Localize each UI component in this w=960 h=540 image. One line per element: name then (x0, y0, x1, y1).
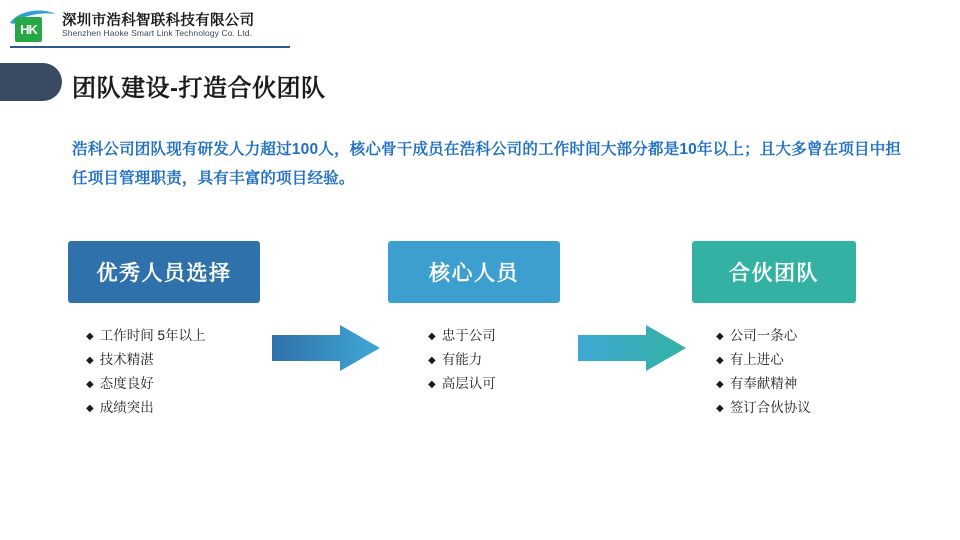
list-item-label: 态度良好 (99, 376, 154, 392)
list-item-label: 有上进心 (729, 352, 784, 368)
stage-heading-label-1: 优秀人员选择 (96, 262, 232, 285)
stage-heading-box-1 (68, 241, 260, 303)
diamond-bullet-icon: ◆ (716, 330, 724, 342)
stage-heading-box-2 (388, 241, 560, 303)
diamond-bullet-icon: ◆ (716, 378, 724, 390)
company-name-en: Shenzhen Haoke Smart Link Technology Co. Ltd. (62, 28, 253, 39)
diamond-bullet-icon: ◆ (86, 378, 94, 390)
list-item-label: 公司一条心 (729, 328, 798, 343)
diamond-bullet-icon: ◆ (428, 378, 436, 390)
diamond-bullet-icon: ◆ (86, 402, 94, 414)
stage-heading-box-3 (692, 241, 856, 303)
list-item-label: 签订合伙协议 (729, 400, 811, 416)
stage-bullet-list-3 (716, 324, 811, 420)
title-accent-shape (0, 63, 62, 101)
list-item (86, 348, 205, 372)
list-item (716, 324, 811, 348)
company-name-cn: 深圳市浩科智联科技有限公司 (62, 12, 255, 29)
diamond-bullet-icon: ◆ (428, 330, 436, 342)
logo-text (62, 13, 254, 39)
list-item-label: 工作时间 5年以上 (99, 328, 206, 343)
list-item (428, 348, 496, 372)
diamond-bullet-icon: ◆ (716, 402, 724, 414)
stage-bullet-list-1 (86, 324, 205, 420)
logo-mark (10, 8, 56, 44)
company-logo-block (10, 6, 290, 46)
list-item-label: 技术精湛 (99, 352, 154, 368)
list-item-label: 忠于公司 (441, 328, 496, 343)
arrow-stage2-to-stage3-icon (578, 325, 686, 371)
diamond-bullet-icon: ◆ (86, 354, 94, 366)
list-item-label: 高层认可 (441, 376, 496, 392)
stage-heading-label-2: 核心人员 (429, 262, 519, 285)
diamond-bullet-icon: ◆ (716, 354, 724, 366)
list-item-label: 成绩突出 (99, 400, 154, 416)
list-item (86, 396, 205, 420)
list-item-label: 有能力 (441, 352, 483, 368)
intro-paragraph: 浩科公司团队现有研发人力超过100人，核心骨干成员在浩科公司的工作时间大部分都是10年以上；且大多曾在项目中担任项目管理职责，具有丰富的项目经验。 (72, 141, 902, 187)
list-item (86, 324, 205, 348)
diamond-bullet-icon: ◆ (428, 354, 436, 366)
list-item (716, 348, 811, 372)
header-divider (10, 46, 290, 48)
list-item-label: 有奉献精神 (729, 376, 798, 392)
stage-heading-label-3: 合伙团队 (729, 262, 819, 285)
arrow-stage1-to-stage2-icon (272, 325, 380, 371)
page-title: 团队建设-打造合伙团队 (72, 75, 326, 102)
list-item (716, 372, 811, 396)
list-item (428, 372, 496, 396)
list-item (428, 324, 496, 348)
diamond-bullet-icon: ◆ (86, 330, 94, 342)
stage-bullet-list-2 (428, 324, 496, 396)
logo-letters: HK (15, 17, 42, 42)
list-item (716, 396, 811, 420)
list-item (86, 372, 205, 396)
